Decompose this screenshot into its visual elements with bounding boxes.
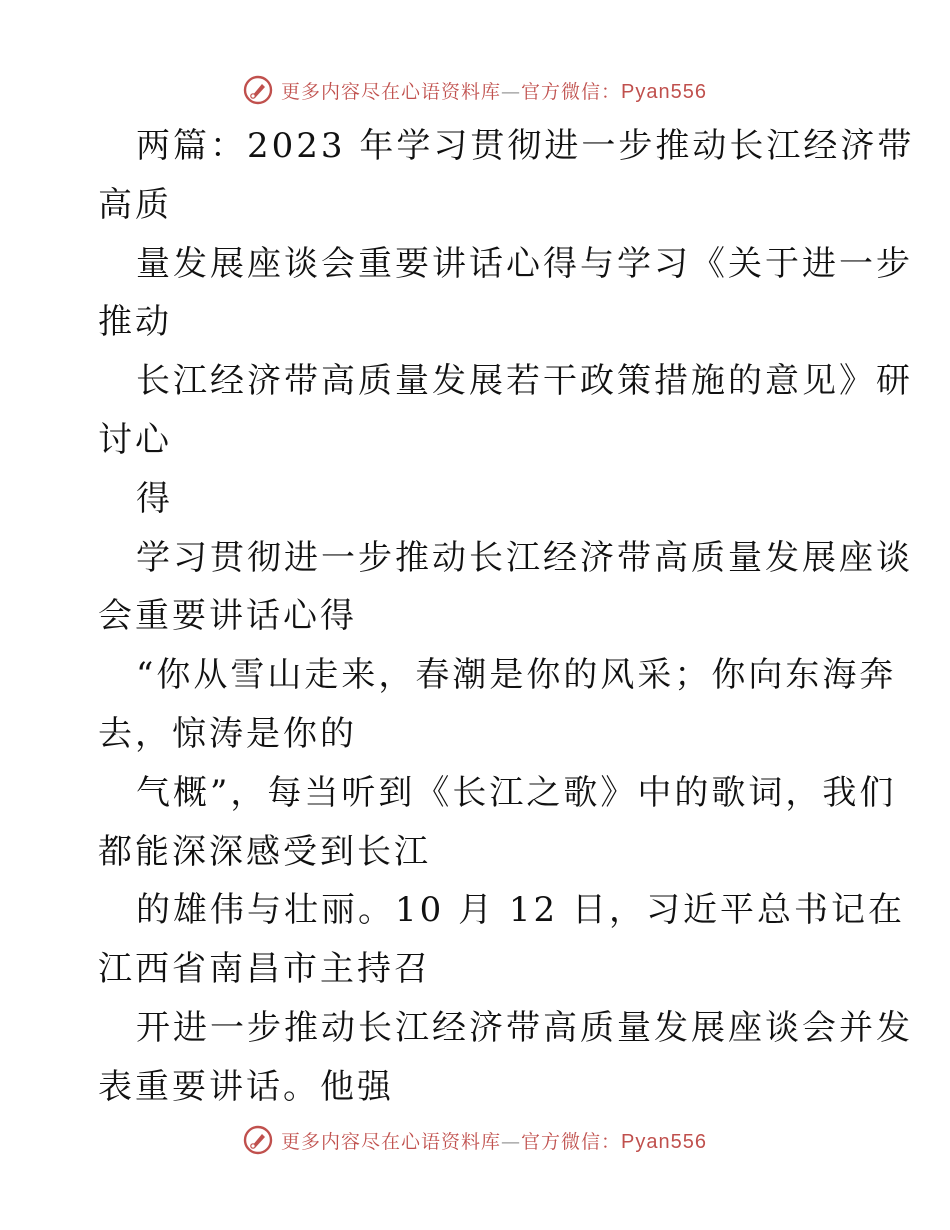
document-title-line: 得 (136, 479, 173, 519)
document-title-line: 高质 (98, 185, 172, 225)
document-title-line: 推动 (98, 302, 172, 342)
paragraph-line: 都能深深感受到长江 (98, 832, 431, 872)
pen-nib-seal-icon (243, 75, 273, 105)
paragraph-line: 表重要讲话。他强 (98, 1067, 394, 1107)
footer-watermark (0, 1122, 950, 1158)
section-heading-line: 会重要讲话心得 (98, 596, 357, 636)
paragraph-line: 气概”，每当听到《长江之歌》中的歌词，我们 (136, 773, 897, 813)
watermark-contact-value: Pyan556 (621, 1130, 707, 1153)
watermark-text (281, 1127, 707, 1154)
paragraph-line: 去，惊涛是你的 (98, 714, 357, 754)
paragraph-line: 江西省南昌市主持召 (98, 949, 431, 989)
watermark-contact-label: 官方微信： (521, 1130, 622, 1153)
watermark-dash: — (501, 1130, 522, 1153)
watermark-text (281, 77, 707, 104)
document-title-line: 讨心 (98, 420, 172, 460)
watermark-title: 更多内容尽在心语资料库 (281, 80, 502, 103)
document-title-line: 长江经济带高质量发展若干政策措施的意见》研 (136, 361, 913, 401)
header-watermark (0, 72, 950, 108)
watermark-contact-value: Pyan556 (621, 80, 707, 103)
document-title-line: 量发展座谈会重要讲话心得与学习《关于进一步 (136, 244, 913, 284)
paragraph-line: “你从雪山走来，春潮是你的风采；你向东海奔 (136, 655, 897, 695)
watermark-title: 更多内容尽在心语资料库 (281, 1130, 502, 1153)
document-title-line: 两篇：2023 年学习贯彻进一步推动长江经济带 (136, 126, 915, 166)
watermark-contact-label: 官方微信： (521, 80, 622, 103)
paragraph-line: 开进一步推动长江经济带高质量发展座谈会并发 (136, 1008, 913, 1048)
pen-nib-seal-icon (243, 1125, 273, 1155)
section-heading-line: 学习贯彻进一步推动长江经济带高质量发展座谈 (136, 538, 913, 578)
paragraph-line: 的雄伟与壮丽。10 月 12 日，习近平总书记在 (136, 890, 905, 930)
watermark-dash: — (501, 80, 522, 103)
